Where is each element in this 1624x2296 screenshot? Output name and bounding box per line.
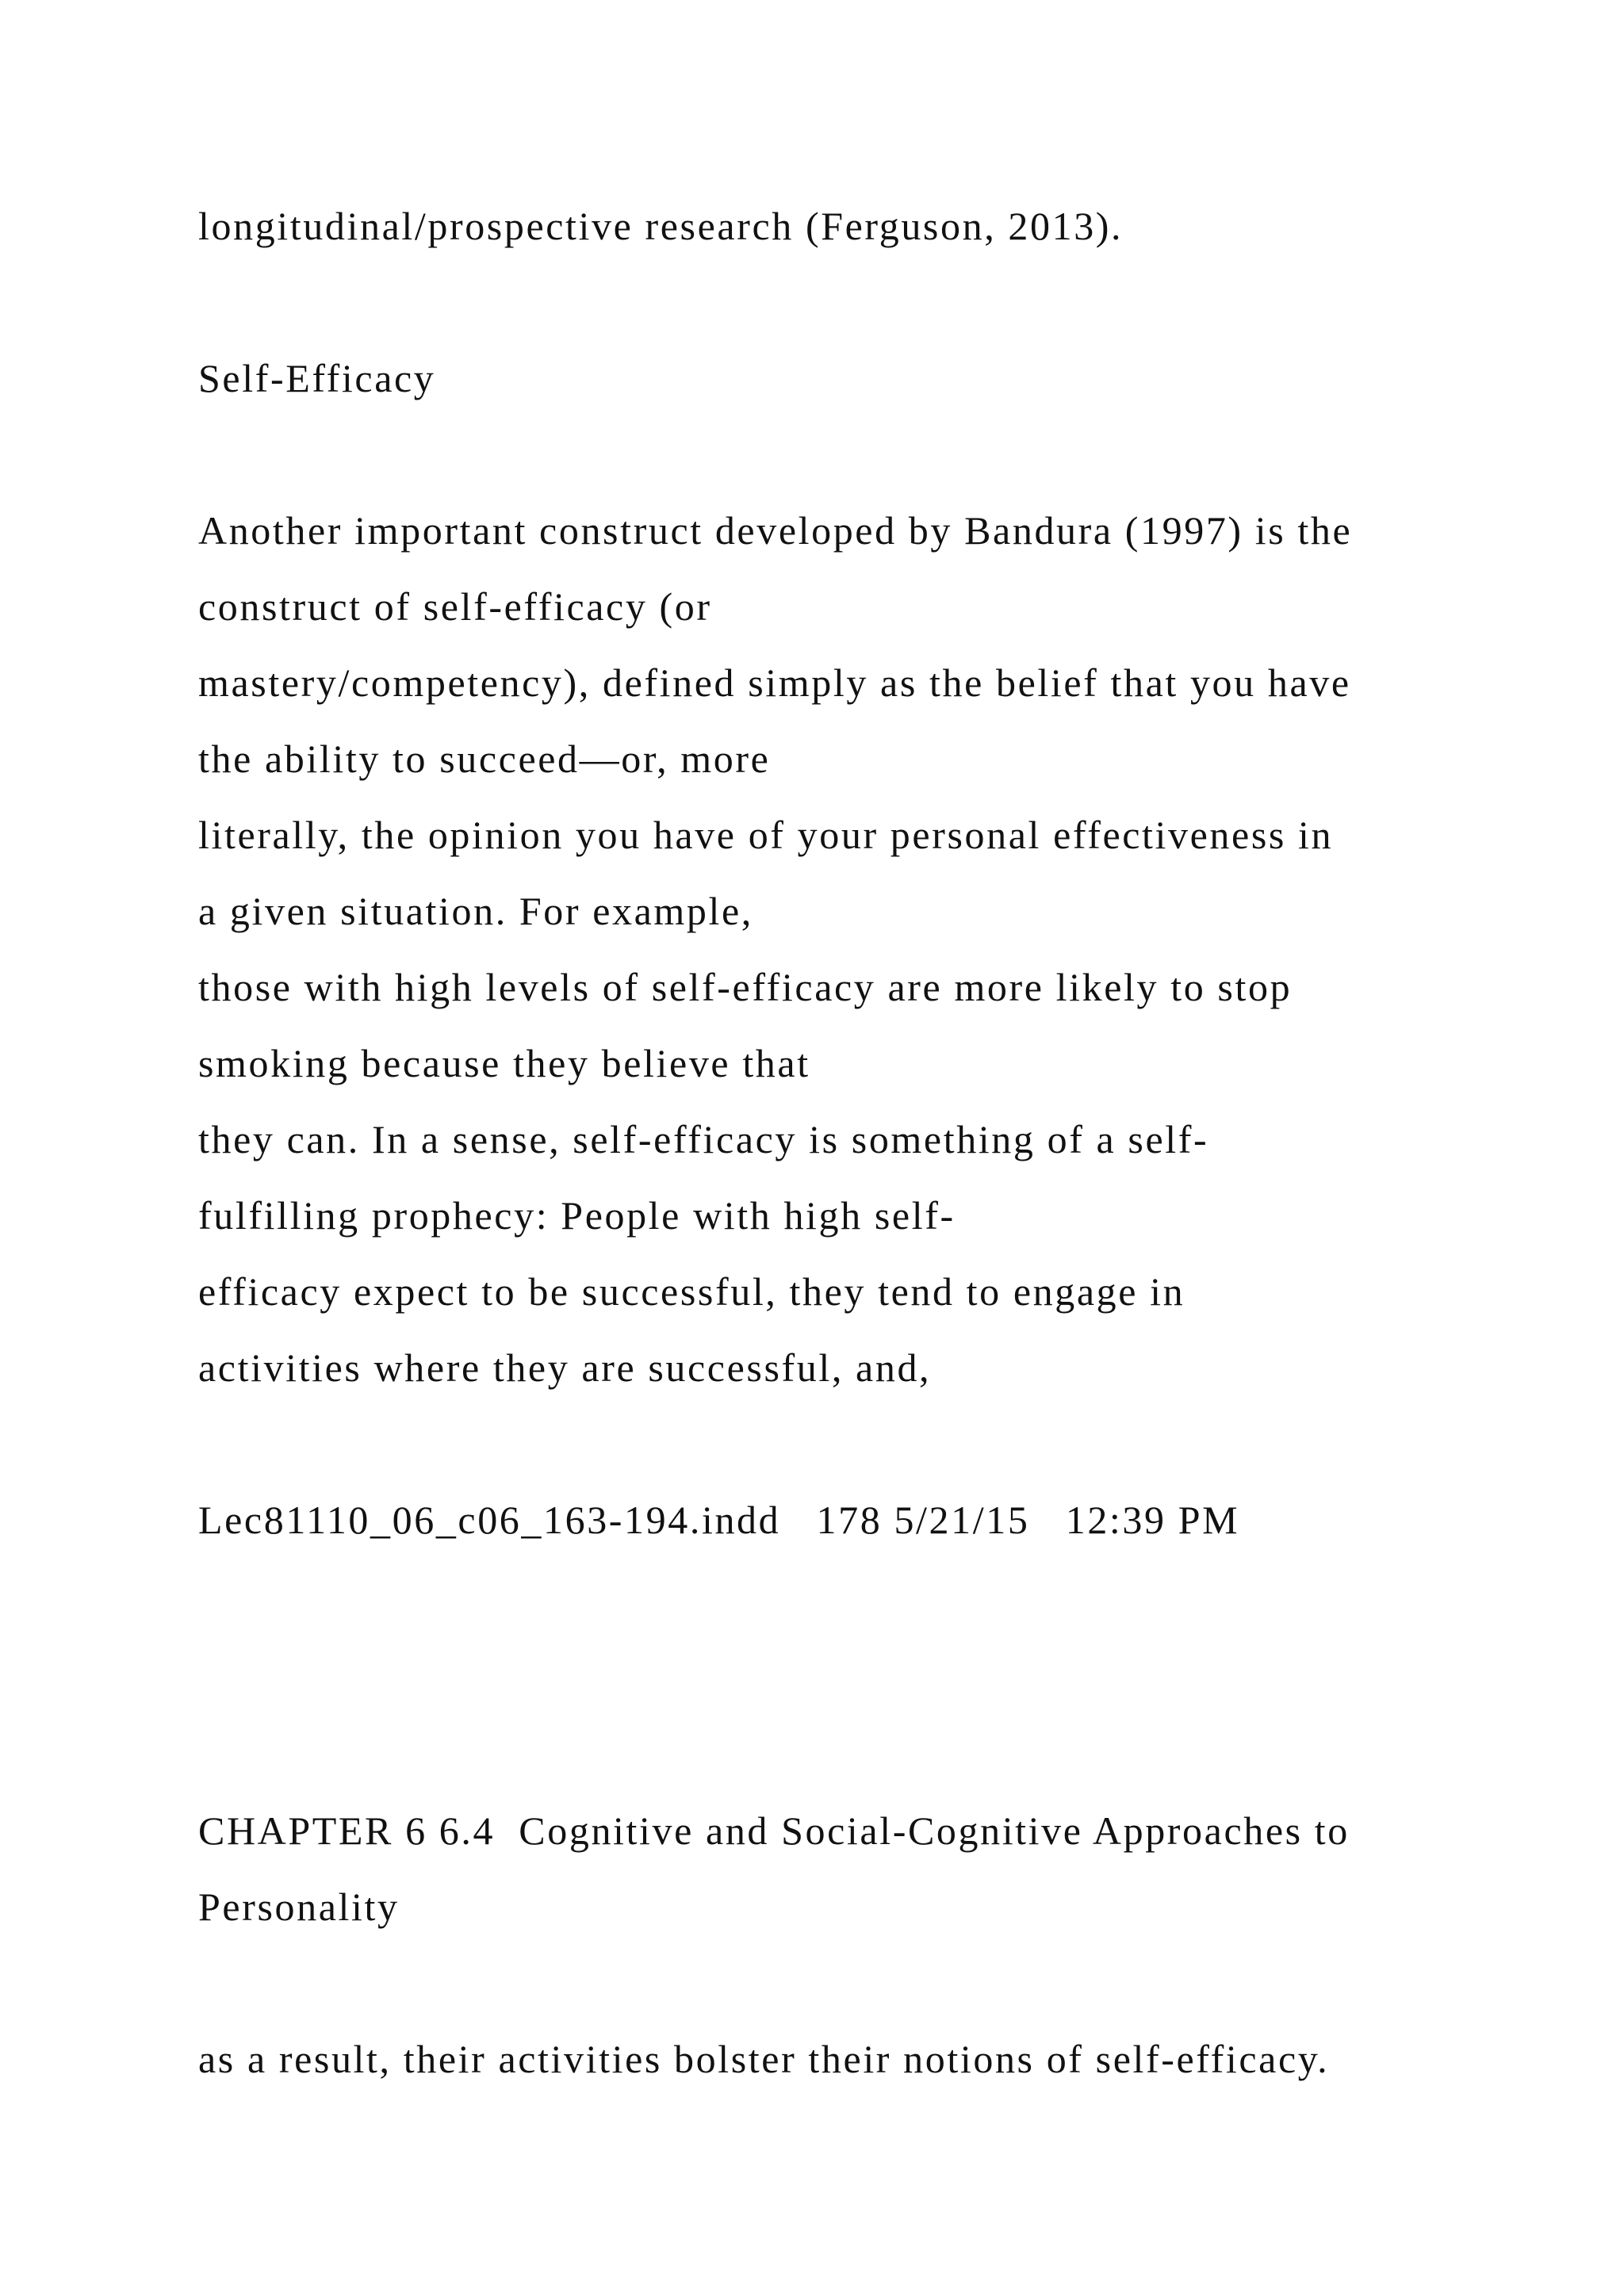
paragraph-line: Another important construct developed by Bandura (1997) is the [198,508,1353,553]
paragraph-line: activities where they are successful, and, [198,1345,932,1390]
paragraph-line: construct of self-efficacy (or [198,584,712,629]
paragraph-line: efficacy expect to be successful, they tend to engage in [198,1269,1185,1314]
paragraph-line: literally, the opinion you have of your personal effectiveness in [198,813,1334,857]
chapter-running-head: Personality [198,1885,400,1929]
file-info-footer: Lec81110_06_c06_163-194.indd 178 5/21/15 12:39 PM [198,1498,1240,1542]
paragraph-line: a given situation. For example, [198,889,753,933]
section-heading: Self-Efficacy [198,356,436,400]
paragraph-line: longitudinal/prospective research (Ferguson, 2013). [198,204,1124,248]
paragraph-line: mastery/competency), defined simply as the belief that you have [198,660,1351,705]
paragraph-line: fulfilling prophecy: People with high self- [198,1193,956,1238]
chapter-running-head: CHAPTER 6 6.4 Cognitive and Social-Cognitive Approaches to [198,1808,1350,1853]
paragraph-line: as a result, their activities bolster their notions of self-efficacy. [198,2037,1330,2081]
paragraph-line: those with high levels of self-efficacy are more likely to stop [198,965,1293,1009]
paragraph-line: they can. In a sense, self-efficacy is something of a self- [198,1117,1209,1161]
paragraph-line: smoking because they believe that [198,1041,810,1085]
paragraph-line: the ability to succeed—or, more [198,737,771,781]
